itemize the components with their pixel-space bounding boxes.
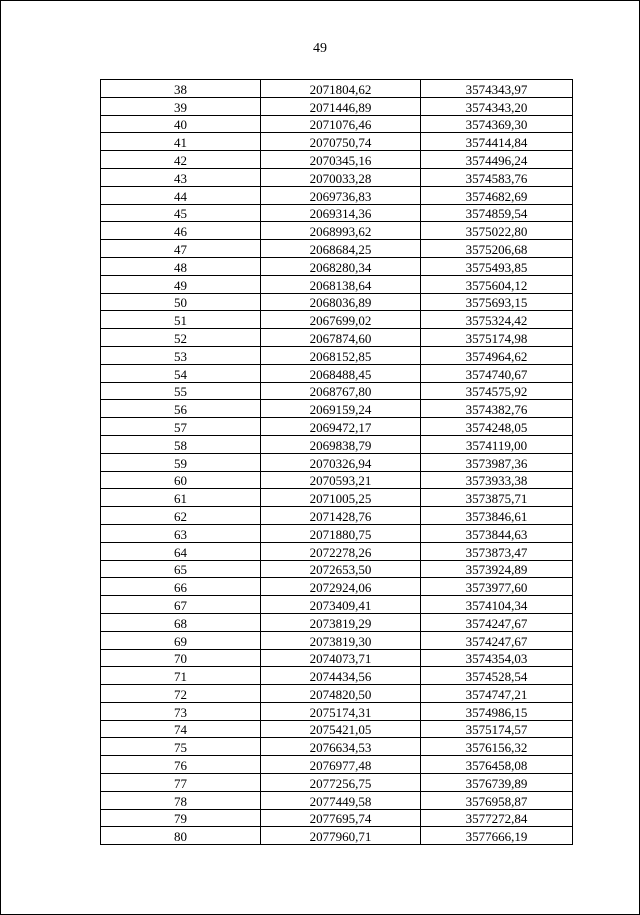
y-coordinate-cell: 3573933,38 [421,471,573,489]
table-row [101,204,573,222]
table-row [101,809,573,827]
y-coordinate-cell: 3573844,63 [421,524,573,542]
table-row [101,774,573,792]
point-number-cell: 68 [101,613,261,631]
x-coordinate-cell: 2074073,71 [261,649,421,667]
y-coordinate-cell: 3574583,76 [421,168,573,186]
x-coordinate-cell: 2070033,28 [261,168,421,186]
x-coordinate-cell: 2077256,75 [261,774,421,792]
page-number: 49 [313,41,327,56]
table-row [101,791,573,809]
table-row [101,275,573,293]
y-coordinate-cell: 3574528,54 [421,667,573,685]
point-number-cell: 38 [101,80,261,98]
y-coordinate-cell: 3574986,15 [421,702,573,720]
point-number-cell: 76 [101,756,261,774]
point-number-cell: 49 [101,275,261,293]
table-row [101,578,573,596]
x-coordinate-cell: 2068152,85 [261,346,421,364]
table-row [101,400,573,418]
point-number-cell: 42 [101,151,261,169]
point-number-cell: 75 [101,738,261,756]
table-row [101,667,573,685]
table-row [101,240,573,258]
x-coordinate-cell: 2068138,64 [261,275,421,293]
x-coordinate-cell: 2073409,41 [261,596,421,614]
y-coordinate-cell: 3575022,80 [421,222,573,240]
x-coordinate-cell: 2071804,62 [261,80,421,98]
point-number-cell: 55 [101,382,261,400]
point-number-cell: 63 [101,524,261,542]
x-coordinate-cell: 2069159,24 [261,400,421,418]
point-number-cell: 67 [101,596,261,614]
table-row [101,827,573,845]
point-number-cell: 72 [101,685,261,703]
point-number-cell: 77 [101,774,261,792]
table-row [101,80,573,98]
x-coordinate-cell: 2074820,50 [261,685,421,703]
table-row [101,524,573,542]
point-number-cell: 59 [101,453,261,471]
table-row [101,489,573,507]
table-row [101,311,573,329]
table-row [101,435,573,453]
point-number-cell: 53 [101,346,261,364]
point-number-cell: 79 [101,809,261,827]
y-coordinate-cell: 3574247,67 [421,613,573,631]
point-number-cell: 73 [101,702,261,720]
x-coordinate-cell: 2068280,34 [261,257,421,275]
table-row [101,685,573,703]
y-coordinate-cell: 3574575,92 [421,382,573,400]
table-row [101,151,573,169]
point-number-cell: 39 [101,97,261,115]
x-coordinate-cell: 2077695,74 [261,809,421,827]
x-coordinate-cell: 2077449,58 [261,791,421,809]
y-coordinate-cell: 3573873,47 [421,542,573,560]
x-coordinate-cell: 2067874,60 [261,329,421,347]
point-number-cell: 78 [101,791,261,809]
y-coordinate-cell: 3574343,20 [421,97,573,115]
y-coordinate-cell: 3574369,30 [421,115,573,133]
y-coordinate-cell: 3577272,84 [421,809,573,827]
coordinates-table-body [101,80,573,845]
table-row [101,720,573,738]
point-number-cell: 45 [101,204,261,222]
x-coordinate-cell: 2069736,83 [261,186,421,204]
table-row [101,133,573,151]
y-coordinate-cell: 3574104,34 [421,596,573,614]
x-coordinate-cell: 2068684,25 [261,240,421,258]
table-row [101,168,573,186]
x-coordinate-cell: 2068036,89 [261,293,421,311]
table-row [101,418,573,436]
y-coordinate-cell: 3577666,19 [421,827,573,845]
point-number-cell: 80 [101,827,261,845]
x-coordinate-cell: 2068488,45 [261,364,421,382]
x-coordinate-cell: 2071428,76 [261,507,421,525]
table-row [101,186,573,204]
x-coordinate-cell: 2072653,50 [261,560,421,578]
coordinates-table [100,79,573,845]
point-number-cell: 44 [101,186,261,204]
y-coordinate-cell: 3576739,89 [421,774,573,792]
y-coordinate-cell: 3575174,57 [421,720,573,738]
table-row [101,453,573,471]
x-coordinate-cell: 2074434,56 [261,667,421,685]
y-coordinate-cell: 3575174,98 [421,329,573,347]
y-coordinate-cell: 3576958,87 [421,791,573,809]
table-row [101,222,573,240]
x-coordinate-cell: 2077960,71 [261,827,421,845]
x-coordinate-cell: 2073819,30 [261,631,421,649]
y-coordinate-cell: 3574247,67 [421,631,573,649]
x-coordinate-cell: 2072278,26 [261,542,421,560]
point-number-cell: 57 [101,418,261,436]
x-coordinate-cell: 2076977,48 [261,756,421,774]
y-coordinate-cell: 3576156,32 [421,738,573,756]
point-number-cell: 69 [101,631,261,649]
y-coordinate-cell: 3574354,03 [421,649,573,667]
y-coordinate-cell: 3575693,15 [421,293,573,311]
point-number-cell: 40 [101,115,261,133]
x-coordinate-cell: 2070750,74 [261,133,421,151]
x-coordinate-cell: 2069472,17 [261,418,421,436]
x-coordinate-cell: 2069314,36 [261,204,421,222]
x-coordinate-cell: 2068993,62 [261,222,421,240]
table-row [101,507,573,525]
y-coordinate-cell: 3573977,60 [421,578,573,596]
y-coordinate-cell: 3574248,05 [421,418,573,436]
y-coordinate-cell: 3575324,42 [421,311,573,329]
x-coordinate-cell: 2072924,06 [261,578,421,596]
point-number-cell: 47 [101,240,261,258]
x-coordinate-cell: 2071880,75 [261,524,421,542]
x-coordinate-cell: 2075421,05 [261,720,421,738]
y-coordinate-cell: 3574119,00 [421,435,573,453]
point-number-cell: 46 [101,222,261,240]
y-coordinate-cell: 3574343,97 [421,80,573,98]
y-coordinate-cell: 3574682,69 [421,186,573,204]
table-row [101,293,573,311]
y-coordinate-cell: 3575493,85 [421,257,573,275]
point-number-cell: 56 [101,400,261,418]
y-coordinate-cell: 3575604,12 [421,275,573,293]
point-number-cell: 51 [101,311,261,329]
x-coordinate-cell: 2070345,16 [261,151,421,169]
point-number-cell: 66 [101,578,261,596]
x-coordinate-cell: 2070593,21 [261,471,421,489]
point-number-cell: 58 [101,435,261,453]
y-coordinate-cell: 3575206,68 [421,240,573,258]
point-number-cell: 48 [101,257,261,275]
x-coordinate-cell: 2068767,80 [261,382,421,400]
x-coordinate-cell: 2075174,31 [261,702,421,720]
y-coordinate-cell: 3574964,62 [421,346,573,364]
point-number-cell: 41 [101,133,261,151]
x-coordinate-cell: 2071076,46 [261,115,421,133]
table-row [101,471,573,489]
point-number-cell: 70 [101,649,261,667]
point-number-cell: 61 [101,489,261,507]
x-coordinate-cell: 2067699,02 [261,311,421,329]
y-coordinate-cell: 3574859,54 [421,204,573,222]
x-coordinate-cell: 2073819,29 [261,613,421,631]
table-row [101,115,573,133]
table-row [101,382,573,400]
y-coordinate-cell: 3574496,24 [421,151,573,169]
point-number-cell: 43 [101,168,261,186]
point-number-cell: 62 [101,507,261,525]
y-coordinate-cell: 3573924,89 [421,560,573,578]
table-row [101,596,573,614]
point-number-cell: 50 [101,293,261,311]
point-number-cell: 71 [101,667,261,685]
table-row [101,329,573,347]
point-number-cell: 54 [101,364,261,382]
table-row [101,702,573,720]
y-coordinate-cell: 3576458,08 [421,756,573,774]
table-row [101,738,573,756]
y-coordinate-cell: 3573875,71 [421,489,573,507]
x-coordinate-cell: 2070326,94 [261,453,421,471]
table-row [101,613,573,631]
table-row [101,560,573,578]
y-coordinate-cell: 3574747,21 [421,685,573,703]
y-coordinate-cell: 3574414,84 [421,133,573,151]
table-row [101,364,573,382]
point-number-cell: 52 [101,329,261,347]
y-coordinate-cell: 3574382,76 [421,400,573,418]
point-number-cell: 74 [101,720,261,738]
x-coordinate-cell: 2076634,53 [261,738,421,756]
y-coordinate-cell: 3574740,67 [421,364,573,382]
point-number-cell: 64 [101,542,261,560]
point-number-cell: 65 [101,560,261,578]
table-row [101,631,573,649]
table-row [101,97,573,115]
table-row [101,649,573,667]
y-coordinate-cell: 3573987,36 [421,453,573,471]
table-row [101,257,573,275]
x-coordinate-cell: 2071005,25 [261,489,421,507]
table-row [101,346,573,364]
table-row [101,756,573,774]
x-coordinate-cell: 2069838,79 [261,435,421,453]
y-coordinate-cell: 3573846,61 [421,507,573,525]
x-coordinate-cell: 2071446,89 [261,97,421,115]
table-row [101,542,573,560]
point-number-cell: 60 [101,471,261,489]
